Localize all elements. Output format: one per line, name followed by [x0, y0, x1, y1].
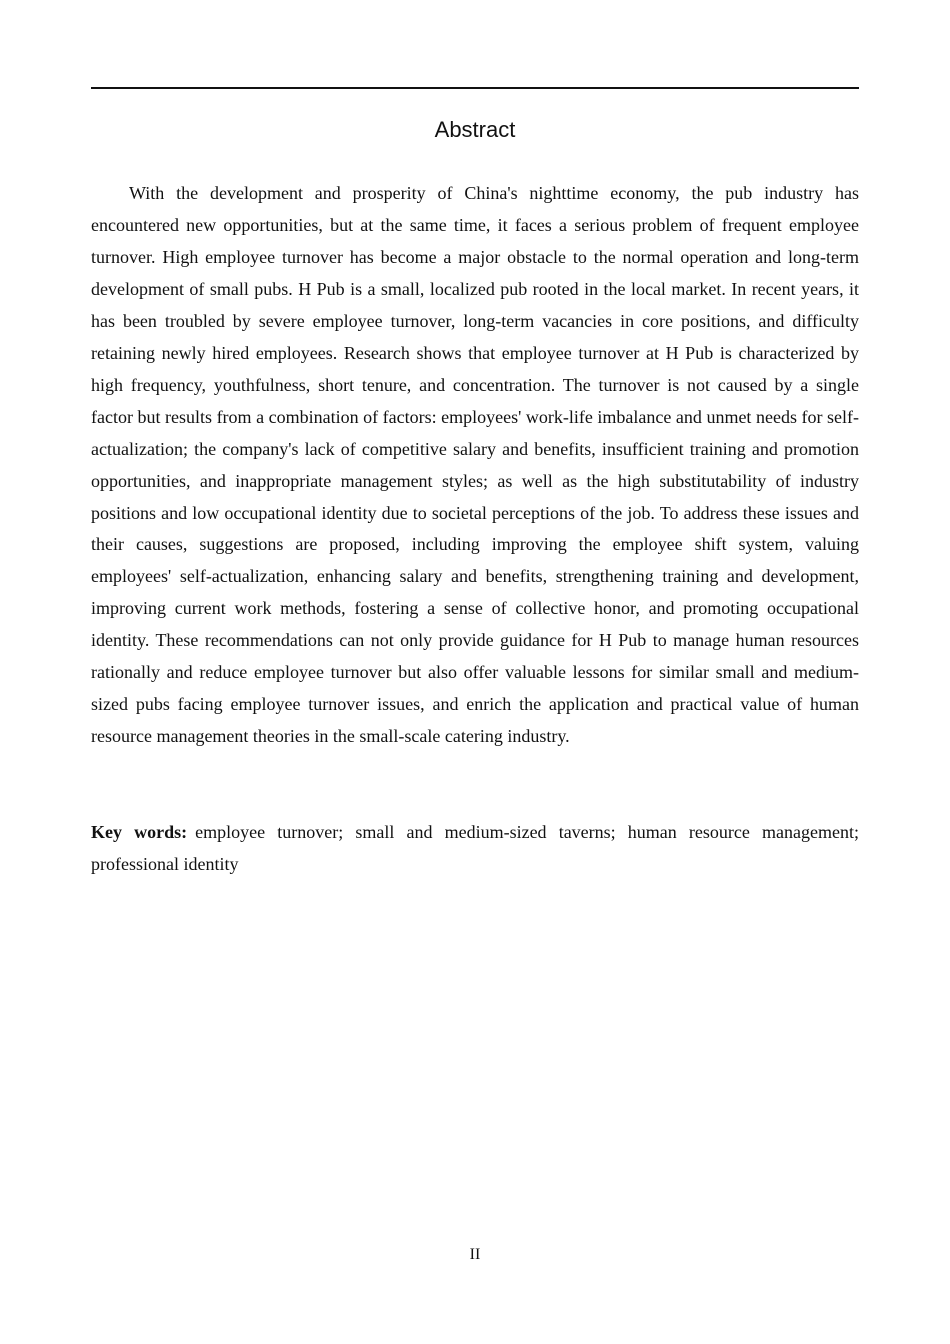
keywords-text: employee turnover; small and medium-sized taverns; human resource management; professional identity [91, 822, 859, 874]
abstract-paragraph: With the development and prosperity of China's nighttime economy, the pub industry has encountered new opportunities, but at the same time, it faces a serious problem of frequent employee turnover. High employee turnover has become a major obstacle to the normal operation and long-term development of small pubs. H Pub is a small, localized pub rooted in the local market. In recent years, it has been troubled by severe employee turnover, long-term vacancies in core positions, and difficulty retaining newly hired employees. Research shows that employee turnover at H Pub is characterized by high frequency, youthfulness, short tenure, and concentration. The turnover is not caused by a single factor but results from a combination of factors: employees' work-life imbalance and unmet needs for self-actualization; the company's lack of competitive salary and benefits, insufficient training and promotion opportunities, and inappropriate management styles; as well as the high substitutability of industry positions and low occupational identity due to societal perceptions of the job. To address these issues and their causes, suggestions are proposed, including improving the employee shift system, valuing employees' self-actualization, enhancing salary and benefits, strengthening training and development, improving current work methods, fostering a sense of collective honor, and promoting occupational identity. These recommendations can not only provide guidance for H Pub to manage human resources rationally and reduce employee turnover but also offer valuable lessons for similar small and medium-sized pubs facing employee turnover issues, and enrich the application and practical value of human resource management theories in the small-scale catering industry. [91, 183, 859, 747]
keywords-line [91, 816, 859, 880]
header-rule [91, 87, 859, 89]
page-number: II [469, 1246, 481, 1263]
page-title: Abstract [434, 117, 516, 142]
keywords-label: Key words: [91, 822, 188, 842]
